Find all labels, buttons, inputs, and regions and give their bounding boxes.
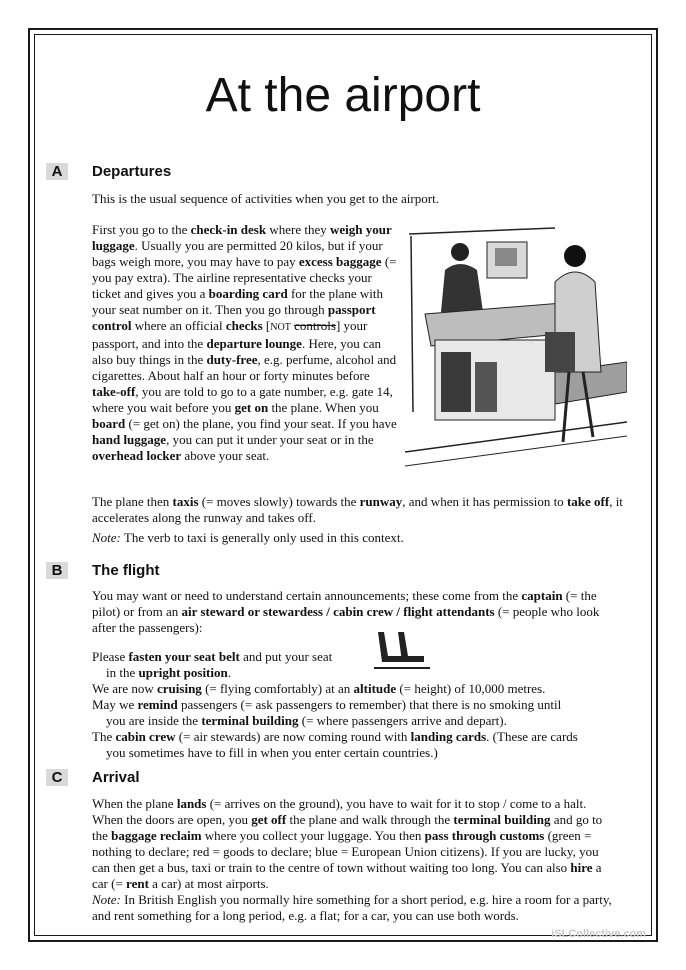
check-in-desk-illustration <box>405 222 627 472</box>
note-label: Note: <box>92 892 121 907</box>
section-title: The flight <box>92 562 160 579</box>
section-a-heading <box>46 163 171 180</box>
announcement-remind: May we remind passengers (= ask passengers to remember) that there is no smoking until you are inside the terminal building (= where passengers arrive and depart). <box>92 697 562 728</box>
section-a-taxis: The plane then taxis (= moves slowly) towards the runway, and when it has permission to take off, it accelerates along the runway and takes off. <box>92 494 623 525</box>
page-title: At the airport <box>205 69 481 122</box>
watermark: iSLCollective.com <box>551 928 646 940</box>
note-text: The verb to taxi is generally only used in this context. <box>123 530 404 545</box>
section-c-heading <box>46 769 140 786</box>
section-title: Departures <box>92 163 172 180</box>
section-letter: B <box>46 562 68 579</box>
section-a-intro: This is the usual sequence of activities when you get to the airport. <box>92 191 439 206</box>
section-letter: A <box>46 163 68 180</box>
section-a-body: First you go to the check-in desk where they weigh your luggage. Usually you are permitted 20 kilos, but if your bags weigh more, you may have to pay excess baggage (= you pay extra). The airline representative checks your ticket and gives you a boarding card for the plane with your seat number on it. Then you go through passport control where an official checks [NOT controls] your passport, and into the departure lounge. Here, you can also buy things in the duty-free, e.g. perfume, alcohol and cigarettes. About half an hour or forty minutes before take-off, you are told to go to a gate number, e.g. gate 14, where you wait before you get on the plane. When you board (= get on) the plane, you find your seat. If you have hand luggage, you can put it under your seat or in the overhead locker above your seat. <box>92 222 397 463</box>
section-b-heading <box>46 562 160 579</box>
section-b-intro: You may want or need to understand certain announcements; these come from the captain (= the pilot) or from an air steward or stewardess / cabin crew / flight attendants (= people who look after the passengers): <box>92 588 600 635</box>
announcement-cabin-crew: The cabin crew (= air stewards) are now coming round with landing cards. (These are cards you sometimes have to fill in when you enter certain countries.) <box>92 729 578 760</box>
section-title: Arrival <box>92 769 140 786</box>
airplane-seats-icon <box>372 628 432 672</box>
announcement-seat-belt: Please fasten your seat belt and put your seat in the upright position. <box>92 649 333 680</box>
note-text: In British English you normally hire something for a short period, e.g. hire a room for a party, and rent something for a long period, e.g. a flat; for a car, you can use both words. <box>92 892 612 923</box>
section-c-body: When the plane lands (= arrives on the ground), you have to wait for it to stop / come to a halt. When the doors are open, you get off the plane and walk through the terminal building and go to the baggage reclaim where you collect your luggage. You then pass through customs (green = nothing to declare; red = goods to declare; blue = European Union citizens). If you are lucky, you can then get a bus, taxi or train to the centre of town without waiting too long. You can also hire a car (= rent a car) at most airports. <box>92 796 603 891</box>
announcement-cruising: We are now cruising (= flying comfortably) at an altitude (= height) of 10,000 metres. <box>92 681 546 696</box>
section-letter: C <box>46 769 68 786</box>
note-label: Note: <box>92 530 121 545</box>
section-c-note <box>92 892 620 924</box>
section-a-note <box>92 530 627 546</box>
